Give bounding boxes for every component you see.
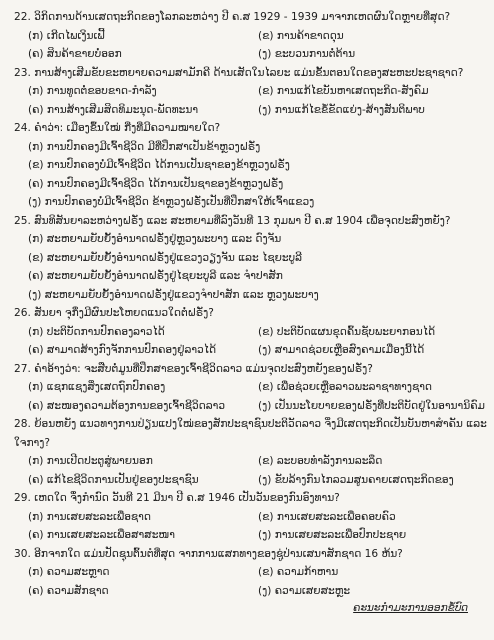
option-b: (ຂ) ການປົກຄອງບໍ່ມີເຈົ້າຊີວິດ ໄດ້ການເປັນຊາຂອງຂ້າຫຼວງຝຣັ່ງ [28,159,290,171]
option-b: (ຂ) ປະຕິບັດແຜນຂຸດຄົ້ນຊັບພະຍາກອນໄດ້ [258,325,436,338]
options [14,230,488,304]
question-list [14,8,488,600]
option-b: (ຂ) ການຄ້າຂາດດຸນ [258,29,344,42]
option-d: (ງ) ເປັນນະໂຍບາຍຂອງຝຣັ່ງທີ່ປະຕິບັດຢູ່ໃນອານານິຄົມ [258,399,485,412]
option-b: (ຂ) ສະຫຍາມຍັບຍັ້ງອຳນາດຝຣັ່ງຢູ່ແຂວງວຽງຈັນ ແລະ ໄຊຍະບູລີ [28,251,303,264]
option-c: (ຄ) ສິນຄ້າຂາຍບໍ່ອອກ [28,48,122,60]
option-c: (ຄ) ການສ້າງເສີມສິດທິມະນຸດ-ພັດທະນາ [28,103,199,116]
question-stem: 23. ການສ້າງເສີມຂັບຂະຫຍາຍຄວາມສາມັກຄີ ດ້ານເສັດໃນໄລຍະ ແມ່ນຂັ້ນຕອນໃດຂອງສະຫະປະຊາຊາດ? [14,66,464,79]
option-b: (ຂ) ການແກ້ໄຂບັນຫາເສດຖະກິດ-ສັງຄົມ [258,85,429,97]
question-24 [14,119,488,212]
option-a: (ກ) ການທູດຕໍ່ຂອບຂາດ-ກຳລັງ [28,85,157,97]
options [14,378,488,415]
option-c: (ຄ) ການເສຍສະລະເພື່ອສາສະໜາ [28,529,176,541]
question-23 [14,64,488,120]
option-d: (ງ) ຂັບລ້າງກົນໄກລວມສູນຄາຍເສດຖະກິດຂອງ [258,473,454,486]
question-stem: 27. ຄຳອ້າງວ່າ: ຈະສືບຕໍ່ມູນທີ່ປຶກສາຂອງເຈົ້າຊີວິດລາວ ແມ່ນຈຸດປະສົງຫຍັງຂອງຝຣັ່ງ? [14,362,373,375]
options [14,27,488,64]
option-a: (ກ) ສະຫຍາມຍັບຍັ້ງອຳນາດຝຣັ່ງຢູ່ຫຼວງພະບາງ ແລະ ດົງຈັນ [28,233,282,245]
option-a: (ກ) ແຊກແຊງສິ່ງເສດຖົກປົກຄອງ [28,381,166,393]
option-d: (ງ) ສະຫຍາມຍັບຍັ້ງອຳນາດຝຣັ່ງຢູ່ແຂວງຈຳປາສັກ ແລະ ຫຼວງພະບາງ [28,288,319,301]
option-d: (ງ) ການແກ້ໄຂຂໍ້ຂັດແຍ່ງ-ສ້າງສັນຕິພາບ [258,103,425,116]
question-25 [14,212,488,305]
option-a: (ກ) ການເປີດປະຕູສູ່ພາຍນອກ [28,455,153,467]
question-22 [14,8,488,64]
option-c: (ຄ) ສະຫຍາມຍັບຍັ້ງອຳນາດຝຣັ່ງຢູ່ໄຊຍະບູລີ ແລະ ຈຳປາສັກ [28,270,283,282]
option-b: (ຂ) ຄວາມກ້າຫານ [258,566,339,578]
question-30 [14,545,488,601]
option-b: (ຂ) ການເສຍສະລະເພື່ອຄອບຄົວ [258,510,396,523]
options [14,323,488,360]
options [14,138,488,212]
question-27 [14,360,488,416]
question-stem: 26. ສັນຍາ ຈຸກຶ່ງມີຜົນປະໂຫຍດແນວໃດຕໍ່ຝຣັ່ງ? [14,307,214,319]
option-c: (ຄ) ແກ້ໄຂຊີວິດການເປັນຢູ່ຂອງປະຊາຊົນ [28,473,199,486]
option-d: (ງ) ຄວາມເສຍສະຫຼະ [258,584,351,597]
options [14,452,488,489]
question-stem: 30. ອີກຈາກໃດ ແມ່ນປັດຊຸນຕົ້ນຕໍທີ່ສຸດ ຈາກການແສກທາງຂອງຊູ່ປ່ານເສນາສັກຊາດ 16 ຫ້ນ? [14,547,403,560]
options [14,563,488,600]
option-d: (ງ) ການເສຍສະລະເພື່ອປົກປະຊາຍ [258,529,407,541]
option-a: (ກ) ການເສຍສະລະເພື່ອຊາດ [28,510,151,523]
option-b: (ຂ) ເພື່ອຊ່ວຍເຫຼືອລາວພະລາຊາທາງຊາດ [258,381,433,393]
question-stem: 25. ສົນທິສັນຍາລະຫວ່າງຝຣັ່ງ ແລະ ສະຫຍາມທີ່ລົງວັນທີ 13 ກຸມພາ ປີ ຄ.ສ 1904 ເພື່ອຈຸດປະສົງຫຍັງ? [14,214,451,227]
option-a: (ກ) ຄວາມສະຫຼາດ [28,566,110,578]
option-c: (ຄ) ຄວາມສັກຊາດ [28,584,109,597]
question-stem: 24. ຄຳວ່າ: ເມືອງຂຶ້ນໃໝ່ ກີ່ງທີ່ມີຄວາມໝາຍໃດ? [14,122,221,134]
option-b: (ຂ) ລະບອບທຳລັງການລະລຶດ [258,455,383,467]
question-stem: 22. ວິກິດການດ້ານເສດຖະກິດຂອງໂລກລະຫວ່າງ ປີ ຄ.ສ 1929 - 1939 ມາຈາກເຫດຜົນໃດຫຼາຍທີ່ສຸດ? [14,11,451,23]
option-c: (ຄ) ການປົກຄອງມີເຈົ້າຊີວິດ ໄດ້ການເປັນຊາຂອງຂ້າຫຼວງຝຣັ່ງ [28,177,284,190]
option-c: (ຄ) ສາມາດສ້າງກົງຈັກການປົກຄອງຢູ່ລາວໄດ້ [28,344,217,356]
question-stem: 29. ເຫດໃດ ຈຶ່ງກຳນົດ ວັນທີ 21 ມີນາ ປີ ຄ.ສ 1946 ເປັນວັນຂອງກົນອົງທານ? [14,492,340,504]
option-a: (ກ) ການປົກຄອງມີເຈົ້າຊີວິດ ມີທີ່ປຶກສາເປັນຂ້າຫຼວງຝຣັ່ງ [28,140,261,153]
options [14,82,488,119]
option-a: (ກ) ເກີດໄພເງິນເຟີ້ [28,29,105,42]
option-d: (ງ) ສາມາດຊ່ວຍເຫຼືອສົງຄາມເມື່ອງນີ້ໄດ້ [258,344,425,356]
question-29 [14,489,488,545]
option-d: (ງ) ຂະບວນການຕໍ່ຕ້ານ [258,48,356,60]
footer-committee: ຄະນະກຳມະການອອກຂໍ້ບົດ [353,602,468,614]
option-d: (ງ) ການປົກຄອງບໍ່ມີເຈົ້າຊີວິດ ຂ້າຫຼວງຝຣັ່ງເປັນທີ່ປຶກສາໃຫ້ເຈົ້າແຂວງ [28,196,315,208]
options [14,508,488,545]
option-c: (ຄ) ສະໜອງຄວາມຕ້ອງການຂອງເຈົ້າຊີວິດລາວ [28,399,226,412]
question-28 [14,415,488,489]
option-a: (ກ) ປະຕິບັດການປົກຄອງລາວໄດ້ [28,325,165,338]
question-stem: 28. ຍ້ອນຫຍັງ ແນວທາງການປ່ຽນແປງໃໝ່ຂອງສັກປະຊາຊົນປະຕິວັດລາວ ຈິ່ງມີເສດຖະກິດເປັນບັນຫາສຳຄັນ ແລະ ໃຈກາງ? [14,418,487,449]
question-26 [14,304,488,360]
